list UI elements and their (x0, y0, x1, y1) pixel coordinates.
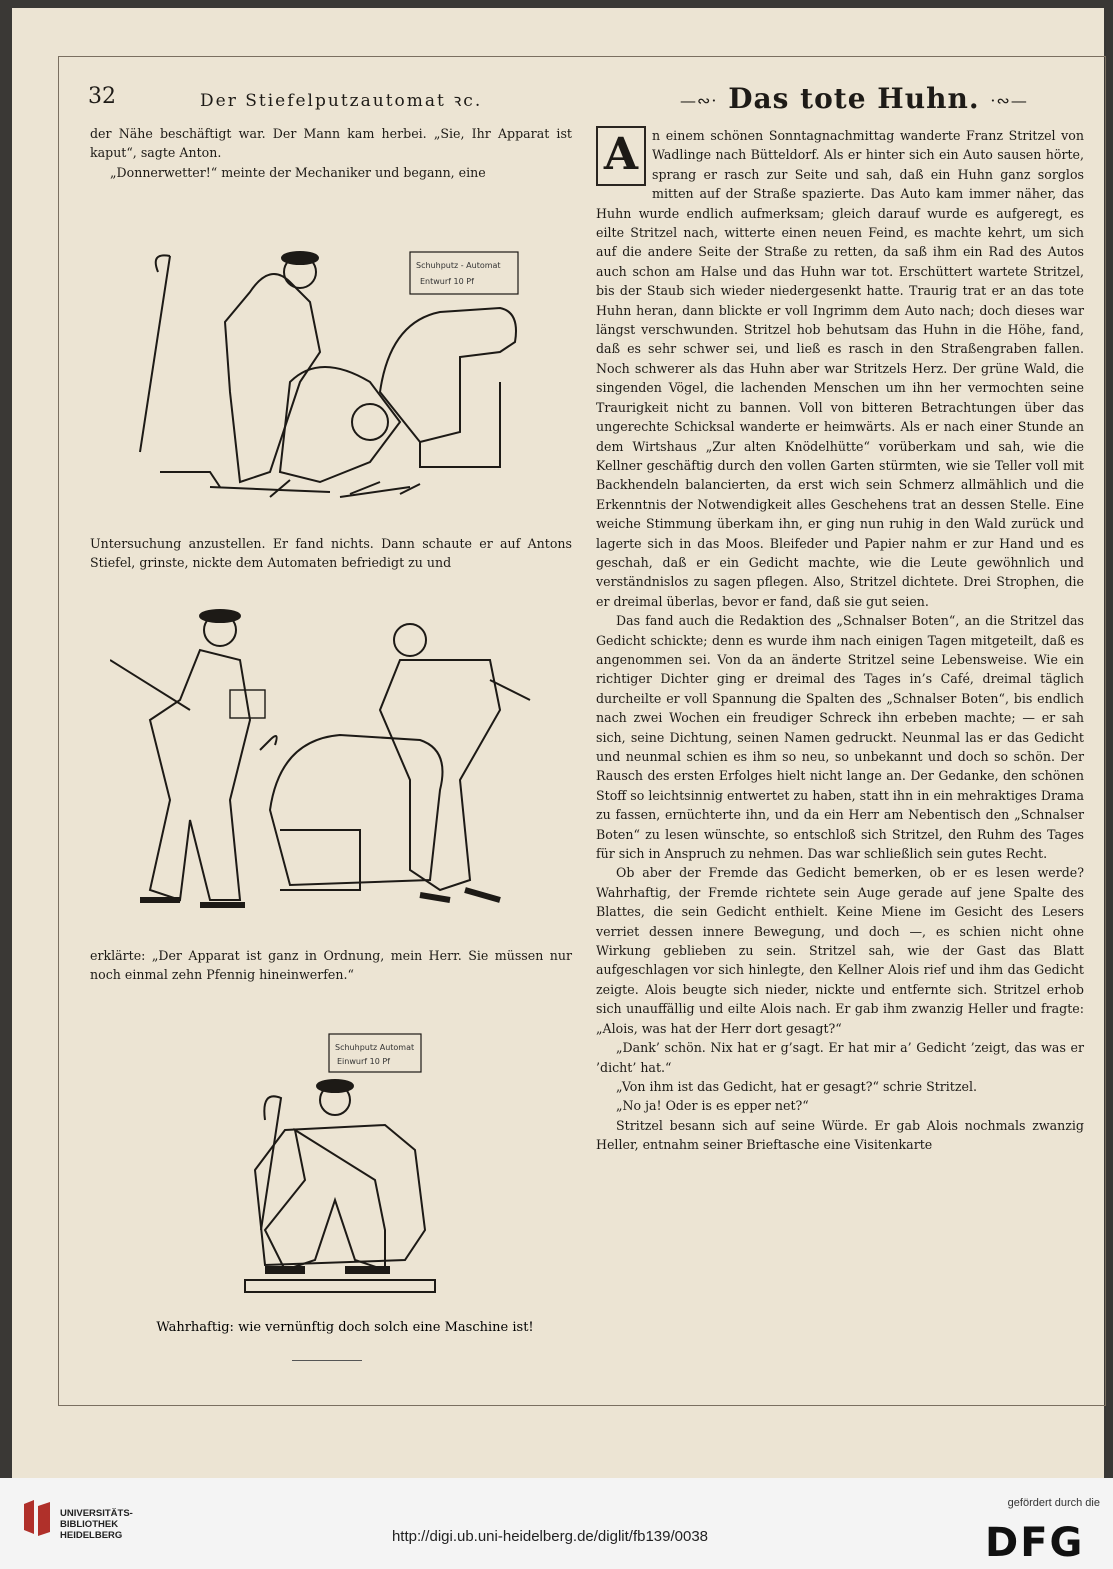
column-end-rule (292, 1360, 362, 1361)
right-para-6: „No ja! Oder is es epper net?“ (616, 1098, 809, 1114)
sign3-line1: Schuhputz Automat (335, 1043, 415, 1052)
drop-cap: A (596, 126, 646, 186)
automat-sign-3 (329, 1034, 421, 1072)
title-ornament-right: ·∾— (990, 91, 1028, 110)
article-title-text: Das tote Huhn. (728, 82, 980, 115)
right-para-2: Das fand auch die Redaktion des „Schnalser Boten“, an die Stritzel das Gedicht schickte; denn es wurde ihm nach einigen Tagen mitgeteilt, daß es angenommen sei. Von da an änderte Stritzel seine Lebensweise. Wie ein richtiger Dichter ging er dreimal des Tages in’s Café, dreimal täglich durcheilte er voll Spannung die Spalten des „Schnalser Boten“, bis endlich nach zwei Wochen ein freudiger Schreck ihn erbeben machte; — er sah sich, seine Dichtung, seinen Namen gedruckt. Neunmal las er das Gedicht und neunmal schien es ihm so neu, so unbekannt und doch so schön. Der Rausch des ersten Erfolges hielt nicht lange an. Der Gedanke, den schönen Stoff so leichtsinnig entwertet zu haben, statt ihn in ein mehraktiges Drama zu fassen, ernüchterte ihn, und da ein Herr am Nebentisch den „Schnalser Boten“ zu lesen wünschte, so entschloß sich Stritzel, den Ruhm des Tages für sich in Anspruch zu nehmen. Das war schließlich sein gutes Recht. (596, 613, 1084, 862)
right-para-3: Ob aber der Fremde das Gedicht bemerken, ob er es lesen werde? Wahrhaftig, der Fremde richtete sein Auge gerade auf jene Spalte des Blattes, die sein Gedicht enthielt. Keine Miene im Gesicht des Lesers verriet dessen innere Bewegung, und doch —, es schien nicht ohne Wirkung geblieben zu sein. Stritzel sah, wie der Gast das Blatt aufgeschlagen vor sich hinlegte, den Kellner Alois rief und ihm das Gedicht zeigte. Alois beugte sich nieder, nickte und entfernte sich. Stritzel erhob sich unauffällig und eilte Alois nach. Er gab ihm zwanzig Heller und fragte: „Alois, was hat der Herr dort gesagt?“ (596, 865, 1084, 1036)
left-text-2: „Donnerwetter!“ meinte der Mechaniker und begann, eine (110, 164, 486, 180)
illustration-mechanic-explaining (110, 600, 540, 930)
left-para-1 (90, 124, 572, 182)
left-text-3: Untersuchung anzustellen. Er fand nichts. Dann schaute er auf Antons Stiefel, grinste, nickte dem Automaten befriedigt zu und (90, 536, 572, 571)
right-column (596, 126, 1084, 1155)
sign1-line2: Entwurf 10 Pf (420, 277, 474, 286)
funded-by-label: gefördert durch die (1007, 1497, 1100, 1509)
library-line-1: UNIVERSITÄTS- (60, 1508, 133, 1519)
university-library-logo-icon[interactable] (20, 1498, 56, 1538)
right-para-5: „Von ihm ist das Gedicht, hat er gesagt?“ schrie Stritzel. (616, 1078, 977, 1094)
sign1-line1: Schuhputz - Automat (416, 261, 501, 270)
right-para-7: Stritzel besann sich auf seine Würde. Er gab Alois nochmals zwanzig Heller, entnahm seiner Brieftasche eine Visitenkarte (596, 1117, 1084, 1153)
article-title (680, 82, 1028, 115)
illustration-caption: Wahrhaftig: wie vernünftig doch solch eine Maschine ist! (156, 1320, 534, 1335)
right-para-1: n einem schönen Sonntagnachmittag wanderte Franz Stritzel von Wadlinge nach Bütteldorf. Als er hinter sich ein Auto sausen hörte, sprang er rasch zur Seite und sah, daß ein Huhn ganz sorglos mitten auf der Straße spazierte. Das Auto kam immer näher, das Huhn wurde endlich aufmerksam; gleich darauf wurde es aufgeregt, es eilte Stritzel nach, witterte einen neuen Feind, es machte kehrt, um sich auf die andere Seite der Straße zu retten, da saß ihm ein Rad des Autos auch schon am Halse und das Huhn war tot. Erschüttert wartete Stritzel, bis der Staub sich wieder niedergesenkt hatte. Traurig trat er an das tote Huhn heran, dann blickte er voll Ingrimm dem Auto nach; doch dieses war längst verschwunden. Stritzel hob behutsam das Huhn in die Höhe, fand, daß es sehr schwer sei, und ließ es rasch in den Straßengraben fallen. Noch schwerer als das Huhn aber war Stritzels Herz. Der grüne Wald, die singenden Vögel, die lachenden Menschen um ihn her vermochten seine Traurigkeit nicht zu bannen. Voll von bitteren Betrachtungen über das ungerechte Schicksal wanderte er heimwärts. Als er nach einer Stunde an dem Wirtshaus „Zur alten Knödelhütte“ vorüberkam und sah, wie die Kellner geschäftig durch den vollen Garten stürmten, wie sie Teller voll mit Backhendeln balancierten, da erst wich sein Schmerz allmählich und die Erkenntnis der Notwendigkeit alles Geschehens trat an dessen Stelle. Eine weiche Stimmung überkam ihn, er ging nun ruhig in den Wald zurück und lagerte sich in das Moos. Bleifeder und Papier nahm er zur Hand und es geschah, daß er ein Gedicht machte, wie die Leute gewöhnlich und verständnislos zu sagen pflegen. Also, Stritzel dichtete. Drei Strophen, die er dreimal überlas, bevor er fand, daß sie gut seien. (596, 128, 1084, 609)
left-para-2 (90, 534, 572, 573)
left-para-3 (90, 946, 572, 985)
left-text-1: der Nähe beschäftigt war. Der Mann kam herbei. „Sie, Ihr Apparat ist kaput“, sagte Anton. (90, 126, 572, 161)
library-line-2: BIBLIOTHEK (60, 1519, 119, 1530)
library-line-3: HEIDELBERG (60, 1530, 123, 1541)
permalink-url[interactable]: http://digi.ub.uni-heidelberg.de/diglit/fb139/0038 (391, 1528, 709, 1545)
illustration-mechanic-inspecting (120, 232, 540, 522)
library-name[interactable] (60, 1508, 190, 1541)
automat-sign-1 (410, 252, 518, 294)
right-para-4: „Dank’ schön. Nix hat er g’sagt. Er hat mir a’ Gedicht ’zeigt, das was er ’dicht’ hat.“ (596, 1040, 1084, 1075)
illustration-man-in-chair (225, 1030, 455, 1300)
running-head: Der Stiefelputzautomat ꝛc. (200, 91, 483, 111)
title-ornament-left: —∾· (680, 91, 718, 110)
sign3-line2: Einwurf 10 Pf (337, 1057, 390, 1066)
left-text-4: erklärte: „Der Apparat ist ganz in Ordnung, mein Herr. Sie müssen nur noch einmal zehn Pfennig hineinwerfen.“ (90, 948, 572, 983)
page-number: 32 (88, 84, 116, 109)
dfg-logo[interactable]: DFG (985, 1520, 1085, 1566)
